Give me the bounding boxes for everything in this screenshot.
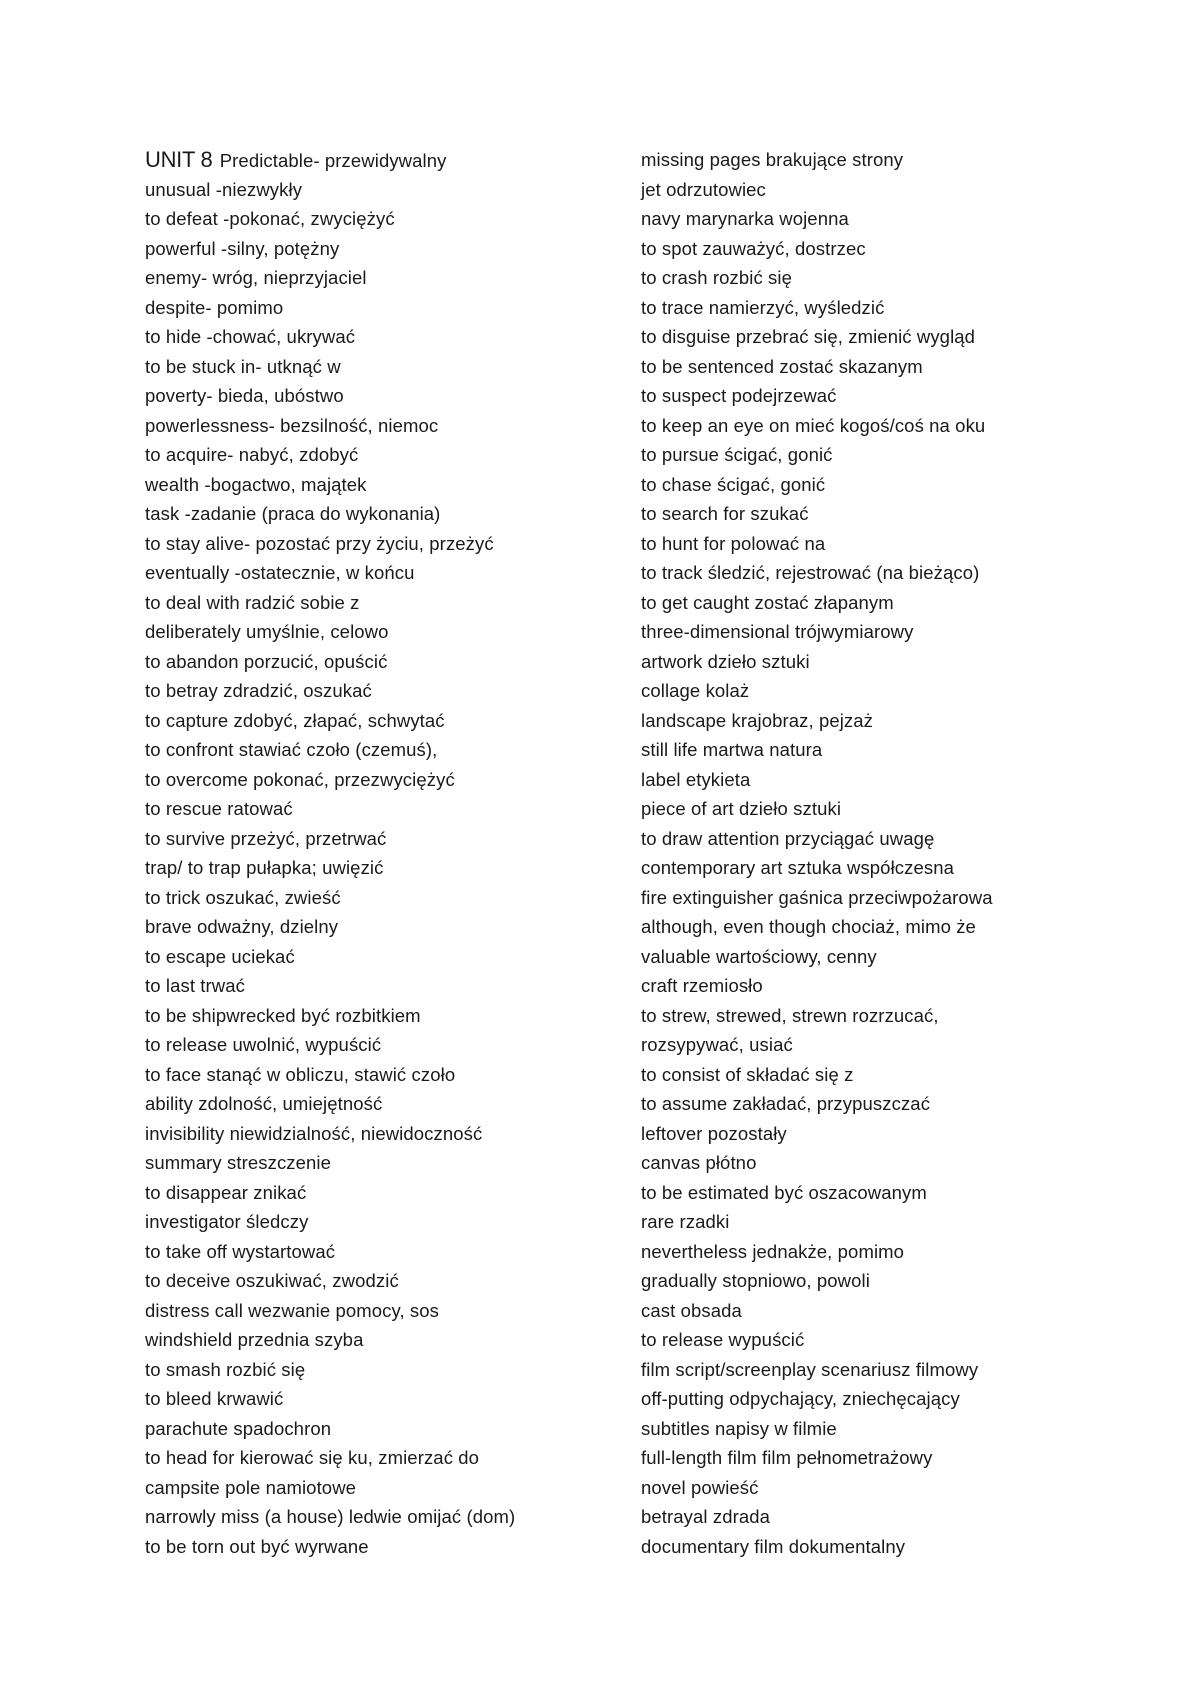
- vocabulary-entry-text: navy marynarka wojenna: [641, 208, 849, 229]
- vocabulary-entry: [145, 588, 615, 618]
- vocabulary-entry: [641, 1266, 1121, 1296]
- vocabulary-entry: [145, 411, 615, 441]
- vocabulary-entry-text: contemporary art sztuka współczesna: [641, 857, 954, 878]
- vocabulary-entry: [145, 558, 615, 588]
- vocabulary-entry: [145, 1237, 615, 1267]
- vocabulary-entry: [145, 381, 615, 411]
- vocabulary-entry: [641, 1443, 1121, 1473]
- vocabulary-entry-text: to spot zauważyć, dostrzec: [641, 237, 866, 259]
- vocabulary-entry: [641, 234, 1121, 264]
- vocabulary-entry-text: missing pages brakujące strony: [641, 149, 904, 170]
- vocabulary-entry-text: three-dimensional trójwymiarowy: [641, 621, 914, 642]
- vocabulary-entry-text: to survive przeżyć, przetrwać: [145, 827, 387, 849]
- vocabulary-entry: [641, 558, 1121, 588]
- vocabulary-entry-text: cast obsada: [641, 1299, 742, 1321]
- vocabulary-entry: [641, 1502, 1121, 1532]
- vocabulary-column-right: [641, 145, 1121, 1561]
- vocabulary-entry-text: to get caught zostać złapanym: [641, 591, 894, 613]
- vocabulary-entry-text: rozsypywać, usiać: [641, 1034, 793, 1055]
- vocabulary-entry: [145, 1148, 615, 1178]
- vocabulary-entry-text: to escape uciekać: [145, 945, 295, 967]
- vocabulary-entry-text: leftover pozostały: [641, 1122, 787, 1144]
- vocabulary-entry-text: off-putting odpychający, zniechęcający: [641, 1388, 960, 1409]
- vocabulary-entry: [641, 1296, 1121, 1326]
- vocabulary-entry-text: to disappear znikać: [145, 1181, 307, 1203]
- vocabulary-entry-text: enemy- wróg, nieprzyjaciel: [145, 267, 367, 288]
- vocabulary-entry-text: novel powieść: [641, 1476, 759, 1498]
- vocabulary-entry: [145, 1266, 615, 1296]
- vocabulary-entry: [641, 1207, 1121, 1237]
- vocabulary-entry-text: to deceive oszukiwać, zwodzić: [145, 1270, 399, 1291]
- vocabulary-entry: [145, 971, 615, 1001]
- vocabulary-entry: [641, 824, 1121, 854]
- vocabulary-entry-text: to be torn out być wyrwane: [145, 1535, 369, 1557]
- vocabulary-entry: [641, 676, 1121, 706]
- vocabulary-entry-text: to suspect podejrzewać: [641, 385, 837, 406]
- vocabulary-entry-text: betrayal zdrada: [641, 1506, 771, 1527]
- vocabulary-entry-text: to face stanąć w obliczu, stawić czoło: [145, 1063, 456, 1085]
- vocabulary-entry: [145, 529, 615, 559]
- vocabulary-entry-text: to deal with radzić sobie z: [145, 591, 360, 613]
- vocabulary-entry-text: narrowly miss (a house) ledwie omijać (dom): [145, 1506, 516, 1527]
- vocabulary-entry-text: nevertheless jednakże, pomimo: [641, 1240, 905, 1262]
- vocabulary-entry-text: powerlessness- bezsilność, niemoc: [145, 414, 439, 436]
- vocabulary-entry: [641, 1355, 1121, 1385]
- vocabulary-entry-text: gradually stopniowo, powoli: [641, 1270, 870, 1291]
- vocabulary-entry: [641, 765, 1121, 795]
- vocabulary-entry: [145, 1089, 615, 1119]
- vocabulary-entry: [145, 883, 615, 913]
- vocabulary-entry-text: still life martwa natura: [641, 739, 823, 760]
- vocabulary-entry: [145, 942, 615, 972]
- vocabulary-entry-text: powerful -silny, potężny: [145, 237, 340, 259]
- vocabulary-entry-text: to capture zdobyć, złapać, schwytać: [145, 709, 445, 731]
- vocabulary-entry-text: ability zdolność, umiejętność: [145, 1093, 383, 1114]
- vocabulary-entry-text: poverty- bieda, ubóstwo: [145, 385, 344, 406]
- vocabulary-entry: [145, 204, 615, 234]
- vocabulary-entry-text: to crash rozbić się: [641, 267, 792, 288]
- vocabulary-entry: [641, 381, 1121, 411]
- vocabulary-entry: [641, 1532, 1121, 1562]
- vocabulary-entry-text: to hunt for polować na: [641, 532, 826, 554]
- vocabulary-entry-text: to keep an eye on mieć kogoś/coś na oku: [641, 414, 986, 436]
- vocabulary-entry-text: to assume zakładać, przypuszczać: [641, 1093, 931, 1114]
- vocabulary-entry-text: task -zadanie (praca do wykonania): [145, 503, 441, 524]
- vocabulary-entry: [641, 1237, 1121, 1267]
- vocabulary-entry: [641, 706, 1121, 736]
- vocabulary-entry: [641, 293, 1121, 323]
- vocabulary-entry-text: wealth -bogactwo, majątek: [145, 473, 367, 495]
- vocabulary-entry: [145, 1001, 615, 1031]
- vocabulary-entry-text: jet odrzutowiec: [641, 178, 766, 200]
- vocabulary-entry: [641, 1178, 1121, 1208]
- vocabulary-entry: [145, 293, 615, 323]
- vocabulary-entry-text: brave odważny, dzielny: [145, 916, 339, 937]
- vocabulary-entry: [641, 1119, 1121, 1149]
- vocabulary-entry-text: piece of art dzieło sztuki: [641, 798, 842, 819]
- vocabulary-entry-text: to take off wystartować: [145, 1240, 336, 1262]
- vocabulary-entry: [641, 1384, 1121, 1414]
- vocabulary-column-left: [145, 145, 615, 1561]
- vocabulary-entry: [145, 1473, 615, 1503]
- vocabulary-entry-text: to head for kierować się ku, zmierzać do: [145, 1447, 480, 1468]
- vocabulary-entry: [145, 175, 615, 205]
- vocabulary-entry: [641, 1001, 1121, 1031]
- vocabulary-entry: [145, 263, 615, 293]
- vocabulary-entry-text: craft rzemiosło: [641, 975, 763, 996]
- vocabulary-entry: [641, 322, 1121, 352]
- vocabulary-entry-text: to smash rozbić się: [145, 1358, 306, 1380]
- vocabulary-entry: [145, 676, 615, 706]
- vocabulary-entry-text: investigator śledczy: [145, 1211, 309, 1232]
- vocabulary-entry-text: to release uwolnić, wypuścić: [145, 1034, 382, 1055]
- vocabulary-entry-text: to search for szukać: [641, 503, 809, 524]
- vocabulary-entry: [145, 647, 615, 677]
- vocabulary-entry: [145, 1443, 615, 1473]
- vocabulary-entry: [641, 1473, 1121, 1503]
- vocabulary-entry: [641, 145, 1121, 175]
- vocabulary-entry-text: to trace namierzyć, wyśledzić: [641, 296, 885, 318]
- vocabulary-entry-text: to release wypuścić: [641, 1329, 805, 1350]
- vocabulary-entry: [145, 1532, 615, 1562]
- vocabulary-entry: [145, 824, 615, 854]
- vocabulary-entry-text: to be estimated być oszacowanym: [641, 1181, 927, 1203]
- vocabulary-entry: [641, 647, 1121, 677]
- vocabulary-entry-text: summary streszczenie: [145, 1152, 332, 1173]
- vocabulary-entry-text: collage kolaż: [641, 680, 750, 701]
- vocabulary-entry-text: artwork dzieło sztuki: [641, 650, 810, 672]
- vocabulary-entry-text: parachute spadochron: [145, 1417, 332, 1439]
- vocabulary-entry: [145, 735, 615, 765]
- vocabulary-entry-text: to consist of składać się z: [641, 1063, 854, 1085]
- vocabulary-entry: [145, 1178, 615, 1208]
- vocabulary-entry-text: to rescue ratować: [145, 798, 293, 819]
- vocabulary-entry: [145, 1119, 615, 1149]
- vocabulary-entry-text: subtitles napisy w filmie: [641, 1417, 837, 1439]
- vocabulary-entry: [145, 912, 615, 942]
- vocabulary-entry: [145, 1296, 615, 1326]
- vocabulary-entry: [641, 1030, 1121, 1060]
- vocabulary-entry: [145, 1030, 615, 1060]
- vocabulary-entry: [641, 204, 1121, 234]
- vocabulary-entry-text: full-length film film pełnometrażowy: [641, 1447, 933, 1468]
- vocabulary-entry: [145, 234, 615, 264]
- vocabulary-entry-text: film script/screenplay scenariusz filmowy: [641, 1358, 979, 1380]
- vocabulary-entry: [641, 499, 1121, 529]
- vocabulary-entry: [641, 617, 1121, 647]
- vocabulary-entry-text: to last trwać: [145, 975, 245, 996]
- vocabulary-entry-text: rare rzadki: [641, 1211, 730, 1232]
- vocabulary-entry: [145, 1414, 615, 1444]
- vocabulary-entry: [641, 1148, 1121, 1178]
- vocabulary-entry-text: valuable wartościowy, cenny: [641, 945, 877, 967]
- vocabulary-entry: [145, 1355, 615, 1385]
- vocabulary-entry: [641, 411, 1121, 441]
- vocabulary-entry: [641, 912, 1121, 942]
- vocabulary-entry-text: to trick oszukać, zwieść: [145, 886, 341, 908]
- vocabulary-entry-text: to be stuck in- utknąć w: [145, 355, 341, 377]
- vocabulary-entry: [641, 440, 1121, 470]
- vocabulary-entry-text: windshield przednia szyba: [145, 1329, 364, 1350]
- vocabulary-entry: [641, 175, 1121, 205]
- vocabulary-entry: [145, 1502, 615, 1532]
- vocabulary-entry-text: unusual -niezwykły: [145, 178, 303, 200]
- vocabulary-entry: [145, 145, 615, 175]
- vocabulary-entry: [641, 588, 1121, 618]
- vocabulary-entry-text: campsite pole namiotowe: [145, 1476, 357, 1498]
- vocabulary-entry-text: to overcome pokonać, przezwyciężyć: [145, 768, 455, 790]
- vocabulary-entry: [641, 942, 1121, 972]
- vocabulary-entry: [641, 1414, 1121, 1444]
- vocabulary-entry-text: to track śledzić, rejestrować (na bieżąco): [641, 562, 980, 583]
- vocabulary-entry-text: eventually -ostatecznie, w końcu: [145, 562, 415, 583]
- unit-heading: UNIT 8: [145, 147, 213, 172]
- vocabulary-entry-text: to defeat -pokonać, zwyciężyć: [145, 208, 395, 229]
- vocabulary-entry-text: to be sentenced zostać skazanym: [641, 355, 923, 377]
- vocabulary-entry-text: to confront stawiać czoło (czemuś),: [145, 739, 438, 760]
- vocabulary-entry: [145, 470, 615, 500]
- vocabulary-entry: [145, 1384, 615, 1414]
- vocabulary-entry: [641, 883, 1121, 913]
- vocabulary-entry: [145, 322, 615, 352]
- vocabulary-entry: [145, 765, 615, 795]
- vocabulary-entry-text: canvas płótno: [641, 1152, 757, 1173]
- vocabulary-entry: [641, 794, 1121, 824]
- vocabulary-entry: [145, 352, 615, 382]
- vocabulary-entry: [145, 853, 615, 883]
- vocabulary-entry: [145, 1207, 615, 1237]
- vocabulary-entry: [641, 1060, 1121, 1090]
- vocabulary-entry: [641, 735, 1121, 765]
- vocabulary-entry-text: to stay alive- pozostać przy życiu, przeżyć: [145, 532, 494, 554]
- vocabulary-entry-text: label etykieta: [641, 768, 751, 790]
- vocabulary-entry-text: deliberately umyślnie, celowo: [145, 621, 389, 642]
- vocabulary-entry-text: trap/ to trap pułapka; uwięzić: [145, 857, 384, 878]
- vocabulary-entry: [641, 470, 1121, 500]
- vocabulary-entry-text: to bleed krwawić: [145, 1388, 284, 1409]
- vocabulary-entry: [145, 1325, 615, 1355]
- vocabulary-entry: [641, 263, 1121, 293]
- vocabulary-entry-text: to betray zdradzić, oszukać: [145, 680, 372, 701]
- vocabulary-entry: [145, 499, 615, 529]
- vocabulary-entry: [641, 1089, 1121, 1119]
- vocabulary-entry: [145, 1060, 615, 1090]
- vocabulary-entry-text: fire extinguisher gaśnica przeciwpożarowa: [641, 886, 993, 908]
- vocabulary-entry-text: although, even though chociaż, mimo że: [641, 916, 976, 937]
- vocabulary-entry-text: distress call wezwanie pomocy, sos: [145, 1299, 440, 1321]
- vocabulary-entry-text: Predictable- przewidywalny: [219, 150, 447, 171]
- vocabulary-entry: [641, 971, 1121, 1001]
- vocabulary-entry: [641, 529, 1121, 559]
- vocabulary-entry-text: to draw attention przyciągać uwagę: [641, 827, 935, 849]
- vocabulary-entry: [641, 352, 1121, 382]
- vocabulary-entry: [145, 794, 615, 824]
- vocabulary-entry-text: to pursue ścigać, gonić: [641, 444, 833, 465]
- vocabulary-entry-text: to disguise przebrać się, zmienić wygląd: [641, 326, 976, 347]
- vocabulary-entry: [641, 1325, 1121, 1355]
- vocabulary-entry-text: to be shipwrecked być rozbitkiem: [145, 1004, 421, 1026]
- vocabulary-entry-text: to chase ścigać, gonić: [641, 473, 826, 495]
- vocabulary-entry: [145, 617, 615, 647]
- vocabulary-entry-text: documentary film dokumentalny: [641, 1535, 906, 1557]
- vocabulary-entry: [145, 440, 615, 470]
- vocabulary-entry-text: to strew, strewed, strewn rozrzucać,: [641, 1004, 939, 1026]
- vocabulary-entry: [641, 853, 1121, 883]
- vocabulary-entry: [145, 706, 615, 736]
- vocabulary-entry-text: invisibility niewidzialność, niewidoczność: [145, 1122, 483, 1144]
- vocabulary-entry-text: to acquire- nabyć, zdobyć: [145, 444, 359, 465]
- vocabulary-entry-text: to hide -chować, ukrywać: [145, 326, 356, 347]
- vocabulary-entry-text: landscape krajobraz, pejzaż: [641, 709, 874, 731]
- vocabulary-entry-text: to abandon porzucić, opuścić: [145, 650, 388, 672]
- vocabulary-entry-text: despite- pomimo: [145, 296, 284, 318]
